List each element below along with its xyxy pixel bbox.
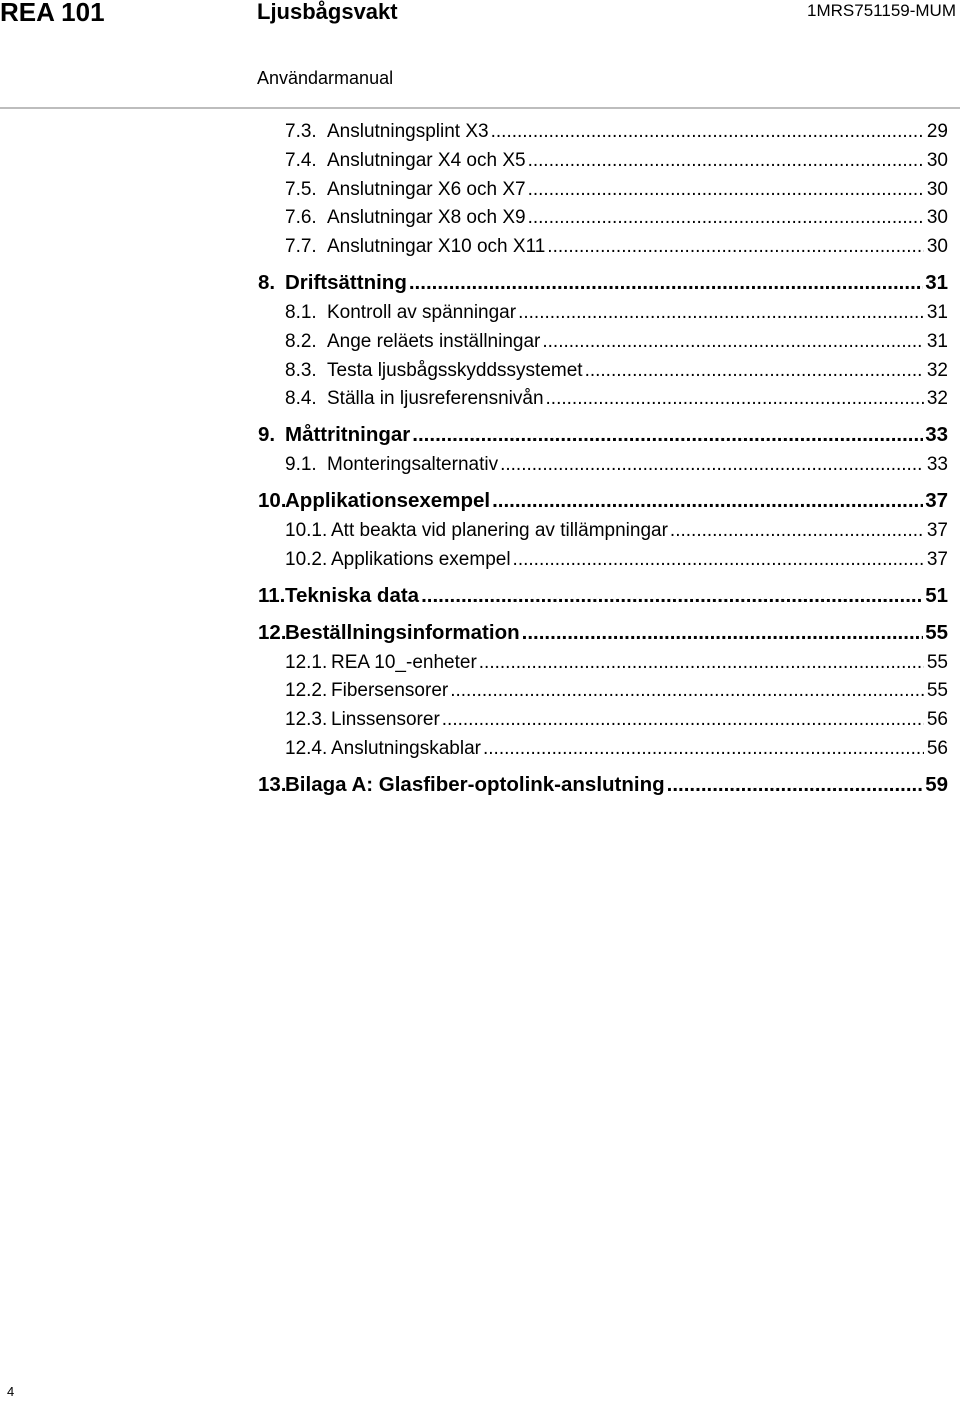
toc-entry-page: 33 bbox=[925, 423, 948, 447]
toc-entry-title: Linssensorer bbox=[331, 709, 440, 731]
toc-entry-number: 7.3. bbox=[285, 121, 317, 142]
toc-entry-title: Anslutningskablar bbox=[331, 737, 481, 759]
toc-entry-page: 59 bbox=[925, 772, 948, 796]
toc-entry[interactable] bbox=[258, 616, 948, 649]
toc-entry-number: 8. bbox=[258, 270, 276, 294]
toc-entry-title: Ställa in ljusreferensnivån bbox=[327, 388, 544, 410]
toc-entry-page: 30 bbox=[926, 236, 948, 258]
toc-entry-page: 55 bbox=[926, 680, 948, 702]
toc-entry-number: 12. bbox=[258, 620, 287, 644]
toc-entry-number: 9. bbox=[258, 423, 276, 447]
toc-dot-leader bbox=[670, 517, 924, 546]
toc-entry-number: 7.5. bbox=[285, 178, 317, 200]
toc-entry-title: Applikations exempel bbox=[331, 548, 511, 570]
toc-entry-number: 8.1. bbox=[285, 301, 317, 323]
table-of-contents bbox=[258, 118, 948, 801]
toc-entry-title: Tekniska data bbox=[285, 583, 420, 607]
toc-entry-title: Applikationsexempel bbox=[285, 488, 491, 512]
toc-entry-page: 51 bbox=[925, 583, 948, 607]
toc-entry[interactable] bbox=[258, 147, 948, 176]
toc-entry-page: 56 bbox=[926, 709, 948, 731]
toc-entry-title: Anslutningar X6 och X7 bbox=[327, 178, 526, 200]
toc-dot-leader bbox=[518, 299, 924, 328]
toc-entry[interactable] bbox=[258, 328, 948, 357]
toc-entry[interactable] bbox=[258, 357, 948, 386]
toc-entry-number: 7.7. bbox=[285, 236, 317, 258]
toc-entry-page: 37 bbox=[925, 488, 948, 512]
toc-entry-page: 30 bbox=[926, 207, 948, 229]
toc-entry-page: 29 bbox=[926, 121, 948, 142]
toc-entry-number: 10.1. bbox=[285, 519, 328, 541]
toc-entry[interactable] bbox=[258, 385, 948, 414]
toc-entry-title: Att beakta vid planering av tillämpningar bbox=[331, 519, 668, 541]
toc-dot-leader bbox=[585, 357, 924, 386]
toc-dot-leader bbox=[479, 649, 924, 678]
toc-entry-title: Bilaga A: Glasfiber-optolink-anslutning bbox=[285, 772, 665, 796]
toc-entry-number: 8.4. bbox=[285, 388, 317, 410]
toc-entry-number: 10.2. bbox=[285, 548, 328, 570]
toc-entry-title: Monteringsalternativ bbox=[327, 454, 499, 476]
toc-dot-leader bbox=[667, 768, 924, 801]
toc-entry[interactable] bbox=[258, 299, 948, 328]
toc-entry-number: 12.3. bbox=[285, 709, 328, 731]
header-divider bbox=[0, 107, 960, 109]
toc-entry-number: 7.4. bbox=[285, 149, 317, 171]
toc-dot-leader bbox=[513, 546, 924, 575]
toc-entry-page: 33 bbox=[926, 454, 948, 476]
toc-entry-title: Måttritningar bbox=[285, 423, 411, 447]
toc-entry[interactable] bbox=[258, 677, 948, 706]
toc-dot-leader bbox=[483, 735, 924, 764]
toc-entry-title: Driftsättning bbox=[285, 270, 407, 294]
toc-entry-number: 8.3. bbox=[285, 359, 317, 381]
toc-dot-leader bbox=[522, 616, 924, 649]
toc-entry-number: 12.4. bbox=[285, 737, 328, 759]
toc-dot-leader bbox=[500, 451, 924, 480]
toc-entry[interactable] bbox=[258, 266, 948, 299]
toc-entry-number: 12.1. bbox=[285, 651, 328, 673]
toc-dot-leader bbox=[528, 147, 924, 176]
toc-entry[interactable] bbox=[258, 768, 948, 801]
toc-entry-title: Beställningsinformation bbox=[285, 620, 520, 644]
toc-entry-title: Testa ljusbågsskyddssystemet bbox=[327, 359, 583, 381]
toc-entry[interactable] bbox=[258, 451, 948, 480]
toc-entry[interactable] bbox=[258, 517, 948, 546]
toc-dot-leader bbox=[412, 418, 923, 451]
toc-entry[interactable] bbox=[258, 649, 948, 678]
toc-entry-title: Fibersensorer bbox=[331, 680, 449, 702]
toc-entry-page: 55 bbox=[926, 651, 948, 673]
document-number: 1MRS751159-MUM bbox=[807, 1, 956, 20]
toc-entry-page: 32 bbox=[926, 359, 948, 381]
toc-entry-number: 11. bbox=[258, 583, 286, 607]
toc-entry-page: 37 bbox=[926, 548, 948, 570]
toc-dot-leader bbox=[409, 266, 923, 299]
toc-dot-leader bbox=[491, 118, 924, 147]
toc-entry-title: Anslutningar X8 och X9 bbox=[327, 207, 526, 229]
toc-entry-number: 13. bbox=[258, 772, 287, 796]
toc-entry-number: 7.6. bbox=[285, 207, 317, 229]
toc-dot-leader bbox=[542, 328, 924, 357]
toc-entry[interactable] bbox=[258, 546, 948, 575]
toc-entry-page: 37 bbox=[926, 519, 948, 541]
toc-entry-number: 12.2. bbox=[285, 680, 328, 702]
toc-dot-leader bbox=[442, 706, 924, 735]
toc-dot-leader bbox=[546, 385, 924, 414]
toc-dot-leader bbox=[450, 677, 924, 706]
toc-entry-page: 30 bbox=[926, 178, 948, 200]
toc-entry-page: 56 bbox=[926, 737, 948, 759]
toc-entry[interactable] bbox=[258, 579, 948, 612]
toc-entry-number: 8.2. bbox=[285, 330, 317, 352]
document-subtitle: Användarmanual bbox=[257, 68, 394, 88]
toc-entry-page: 32 bbox=[926, 388, 948, 410]
toc-dot-leader bbox=[547, 233, 924, 262]
toc-entry-title: Anslutningar X4 och X5 bbox=[327, 149, 526, 171]
toc-entry[interactable] bbox=[258, 176, 948, 205]
toc-dot-leader bbox=[528, 176, 924, 205]
toc-entry[interactable] bbox=[258, 118, 948, 147]
toc-entry[interactable] bbox=[258, 484, 948, 517]
toc-entry-page: 55 bbox=[925, 620, 948, 644]
toc-entry-number: 10. bbox=[258, 488, 287, 512]
toc-entry[interactable] bbox=[258, 735, 948, 764]
toc-entry-page: 31 bbox=[926, 330, 948, 352]
toc-dot-leader bbox=[528, 204, 924, 233]
product-name: REA 101 bbox=[0, 0, 105, 27]
toc-entry-title: Ange reläets inställningar bbox=[327, 330, 541, 352]
toc-entry[interactable] bbox=[258, 706, 948, 735]
document-title: Ljusbågsvakt bbox=[257, 0, 398, 24]
toc-entry-title: Anslutningsplint X3 bbox=[327, 121, 489, 142]
toc-entry-page: 30 bbox=[926, 149, 948, 171]
page-number: 4 bbox=[7, 1384, 15, 1399]
toc-entry-page: 31 bbox=[925, 270, 948, 294]
toc-dot-leader bbox=[492, 484, 923, 517]
toc-entry-title: Kontroll av spänningar bbox=[327, 301, 517, 323]
toc-entry-title: Anslutningar X10 och X11 bbox=[327, 236, 546, 258]
toc-entry-number: 9.1. bbox=[285, 454, 317, 476]
toc-entry[interactable] bbox=[258, 418, 948, 451]
toc-entry[interactable] bbox=[258, 233, 948, 262]
toc-entry-title: REA 10_-enheter bbox=[331, 651, 477, 673]
toc-entry[interactable] bbox=[258, 204, 948, 233]
toc-entry-page: 31 bbox=[926, 301, 948, 323]
toc-dot-leader bbox=[421, 579, 923, 612]
